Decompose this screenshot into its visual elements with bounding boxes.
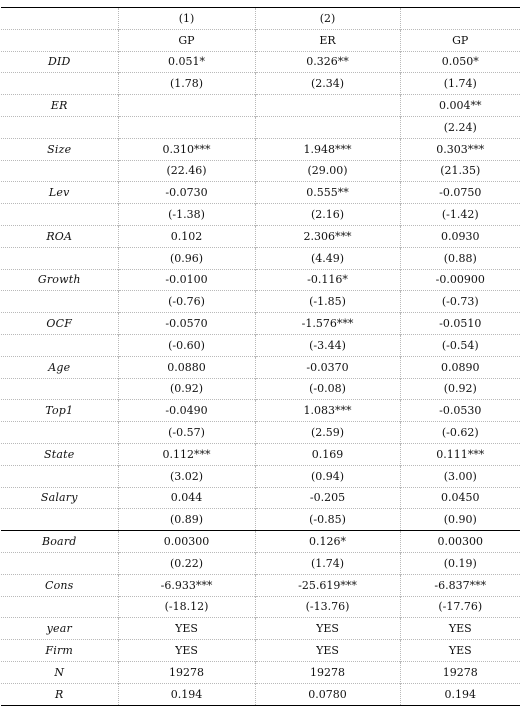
coefficient-cell: -6.837*** bbox=[400, 574, 520, 596]
empty-label-cell bbox=[1, 552, 118, 574]
empty-label-cell bbox=[1, 73, 118, 95]
table-row bbox=[1, 291, 520, 313]
t-statistic-cell: (-0.73) bbox=[400, 291, 520, 313]
coefficient-cell: 1.083*** bbox=[255, 400, 400, 422]
empty-label-cell bbox=[1, 247, 118, 269]
table-row bbox=[1, 400, 520, 422]
variable-label: Salary bbox=[1, 487, 118, 509]
t-statistic-cell: (-13.76) bbox=[255, 596, 400, 618]
variable-label: ER bbox=[1, 95, 118, 117]
footer-value: 19278 bbox=[255, 661, 400, 683]
table-row bbox=[1, 138, 520, 160]
variable-label: Board bbox=[1, 531, 118, 553]
coefficient-cell: -1.576*** bbox=[255, 313, 400, 335]
table-row bbox=[1, 487, 520, 509]
t-statistic-cell: (-18.12) bbox=[118, 596, 255, 618]
coefficient-cell: 2.306*** bbox=[255, 225, 400, 247]
column-number-header: (2) bbox=[255, 8, 400, 30]
variable-label: Lev bbox=[1, 182, 118, 204]
coefficient-cell: 0.112*** bbox=[118, 443, 255, 465]
footer-label: R bbox=[1, 683, 118, 705]
empty-label-cell bbox=[1, 378, 118, 400]
coefficient-cell: -0.0510 bbox=[400, 313, 520, 335]
table-row bbox=[1, 574, 520, 596]
coefficient-cell: 1.948*** bbox=[255, 138, 400, 160]
variable-label: Cons bbox=[1, 574, 118, 596]
coefficient-cell: 0.126* bbox=[255, 531, 400, 553]
coefficient-cell: -0.0530 bbox=[400, 400, 520, 422]
variable-label: ROA bbox=[1, 225, 118, 247]
t-statistic-cell: (2.16) bbox=[255, 204, 400, 226]
coefficient-cell: 0.303*** bbox=[400, 138, 520, 160]
t-statistic-cell: (0.94) bbox=[255, 465, 400, 487]
table-row bbox=[1, 683, 520, 705]
footer-label: year bbox=[1, 618, 118, 640]
variable-label: State bbox=[1, 443, 118, 465]
coefficient-cell: -0.0370 bbox=[255, 356, 400, 378]
footer-value: 0.194 bbox=[400, 683, 520, 705]
table-row bbox=[1, 531, 520, 553]
coefficient-cell: 0.00300 bbox=[118, 531, 255, 553]
table-row bbox=[1, 661, 520, 683]
coefficient-cell: -0.0490 bbox=[118, 400, 255, 422]
coefficient-cell: -25.619*** bbox=[255, 574, 400, 596]
dependent-variable-header: GP bbox=[400, 29, 520, 51]
table-row bbox=[1, 378, 520, 400]
table-row bbox=[1, 618, 520, 640]
t-statistic-cell: (-1.42) bbox=[400, 204, 520, 226]
coefficient-cell: 0.310*** bbox=[118, 138, 255, 160]
footer-value: YES bbox=[400, 618, 520, 640]
empty-label-cell bbox=[1, 160, 118, 182]
coefficient-cell: -0.205 bbox=[255, 487, 400, 509]
table-row bbox=[1, 247, 520, 269]
table-row bbox=[1, 225, 520, 247]
empty-label-cell bbox=[1, 116, 118, 138]
coefficient-cell: -0.00900 bbox=[400, 269, 520, 291]
t-statistic-cell: (-0.60) bbox=[118, 334, 255, 356]
table-row bbox=[1, 29, 520, 51]
table-row bbox=[1, 465, 520, 487]
t-statistic-cell: (-0.85) bbox=[255, 509, 400, 531]
coefficient-cell: -0.0750 bbox=[400, 182, 520, 204]
table-row bbox=[1, 356, 520, 378]
footer-value: 0.0780 bbox=[255, 683, 400, 705]
variable-label: DID bbox=[1, 51, 118, 73]
table-row bbox=[1, 182, 520, 204]
empty-label-cell bbox=[1, 204, 118, 226]
variable-label: Age bbox=[1, 356, 118, 378]
column-number-header bbox=[1, 8, 118, 30]
t-statistic-cell: (-0.08) bbox=[255, 378, 400, 400]
coefficient-cell: 0.169 bbox=[255, 443, 400, 465]
t-statistic-cell: (0.89) bbox=[118, 509, 255, 531]
footer-value: YES bbox=[118, 618, 255, 640]
footer-value: 19278 bbox=[400, 661, 520, 683]
t-statistic-cell: (-17.76) bbox=[400, 596, 520, 618]
t-statistic-cell: (-0.76) bbox=[118, 291, 255, 313]
coefficient-cell bbox=[118, 95, 255, 117]
column-number-header: (1) bbox=[118, 8, 255, 30]
table-row bbox=[1, 596, 520, 618]
t-statistic-cell: (1.74) bbox=[255, 552, 400, 574]
t-statistic-cell bbox=[255, 116, 400, 138]
t-statistic-cell: (0.90) bbox=[400, 509, 520, 531]
t-statistic-cell: (0.96) bbox=[118, 247, 255, 269]
t-statistic-cell bbox=[118, 116, 255, 138]
column-number-header bbox=[400, 8, 520, 30]
t-statistic-cell: (0.22) bbox=[118, 552, 255, 574]
t-statistic-cell: (-0.57) bbox=[118, 422, 255, 444]
t-statistic-cell: (22.46) bbox=[118, 160, 255, 182]
coefficient-cell: 0.044 bbox=[118, 487, 255, 509]
footer-value: YES bbox=[400, 640, 520, 662]
t-statistic-cell: (1.78) bbox=[118, 73, 255, 95]
table-row bbox=[1, 116, 520, 138]
variable-label: Growth bbox=[1, 269, 118, 291]
coefficient-cell bbox=[255, 95, 400, 117]
footer-value: 0.194 bbox=[118, 683, 255, 705]
coefficient-cell: 0.051* bbox=[118, 51, 255, 73]
t-statistic-cell: (3.00) bbox=[400, 465, 520, 487]
footer-value: YES bbox=[255, 640, 400, 662]
table-row bbox=[1, 51, 520, 73]
table-row bbox=[1, 73, 520, 95]
t-statistic-cell: (-0.54) bbox=[400, 334, 520, 356]
t-statistic-cell: (-3.44) bbox=[255, 334, 400, 356]
t-statistic-cell: (0.88) bbox=[400, 247, 520, 269]
table-row bbox=[1, 552, 520, 574]
coefficient-cell: 0.102 bbox=[118, 225, 255, 247]
table-row bbox=[1, 640, 520, 662]
coefficient-cell: -0.0570 bbox=[118, 313, 255, 335]
coefficient-cell: 0.0880 bbox=[118, 356, 255, 378]
t-statistic-cell: (-0.62) bbox=[400, 422, 520, 444]
variable-label: Top1 bbox=[1, 400, 118, 422]
coefficient-cell: 0.00300 bbox=[400, 531, 520, 553]
regression-table-body bbox=[1, 8, 520, 706]
coefficient-cell: -0.0730 bbox=[118, 182, 255, 204]
table-row bbox=[1, 160, 520, 182]
table-row bbox=[1, 334, 520, 356]
table-row bbox=[1, 509, 520, 531]
variable-label: Size bbox=[1, 138, 118, 160]
coefficient-cell: 0.050* bbox=[400, 51, 520, 73]
t-statistic-cell: (3.02) bbox=[118, 465, 255, 487]
t-statistic-cell: (4.49) bbox=[255, 247, 400, 269]
table-row bbox=[1, 204, 520, 226]
coefficient-cell: 0.004** bbox=[400, 95, 520, 117]
t-statistic-cell: (0.19) bbox=[400, 552, 520, 574]
coefficient-cell: 0.0930 bbox=[400, 225, 520, 247]
empty-label-cell bbox=[1, 291, 118, 313]
coefficient-cell: 0.326** bbox=[255, 51, 400, 73]
variable-label: OCF bbox=[1, 313, 118, 335]
t-statistic-cell: (-1.38) bbox=[118, 204, 255, 226]
t-statistic-cell: (2.34) bbox=[255, 73, 400, 95]
coefficient-cell: 0.0450 bbox=[400, 487, 520, 509]
coefficient-cell: -6.933*** bbox=[118, 574, 255, 596]
t-statistic-cell: (0.92) bbox=[118, 378, 255, 400]
empty-label-cell bbox=[1, 334, 118, 356]
t-statistic-cell: (1.74) bbox=[400, 73, 520, 95]
footer-label: N bbox=[1, 661, 118, 683]
t-statistic-cell: (-1.85) bbox=[255, 291, 400, 313]
table-row bbox=[1, 269, 520, 291]
empty-label-cell bbox=[1, 509, 118, 531]
coefficient-cell: 0.111*** bbox=[400, 443, 520, 465]
footer-label: Firm bbox=[1, 640, 118, 662]
coefficient-cell: 0.0890 bbox=[400, 356, 520, 378]
footer-value: 19278 bbox=[118, 661, 255, 683]
dependent-variable-header bbox=[1, 29, 118, 51]
regression-table bbox=[1, 7, 520, 706]
footer-value: YES bbox=[118, 640, 255, 662]
t-statistic-cell: (29.00) bbox=[255, 160, 400, 182]
empty-label-cell bbox=[1, 465, 118, 487]
coefficient-cell: -0.116* bbox=[255, 269, 400, 291]
t-statistic-cell: (0.92) bbox=[400, 378, 520, 400]
empty-label-cell bbox=[1, 422, 118, 444]
empty-label-cell bbox=[1, 596, 118, 618]
footer-value: YES bbox=[255, 618, 400, 640]
coefficient-cell: 0.555** bbox=[255, 182, 400, 204]
dependent-variable-header: GP bbox=[118, 29, 255, 51]
table-row bbox=[1, 422, 520, 444]
table-row bbox=[1, 95, 520, 117]
table-row bbox=[1, 443, 520, 465]
t-statistic-cell: (21.35) bbox=[400, 160, 520, 182]
coefficient-cell: -0.0100 bbox=[118, 269, 255, 291]
table-row bbox=[1, 313, 520, 335]
t-statistic-cell: (2.24) bbox=[400, 116, 520, 138]
table-row bbox=[1, 8, 520, 30]
dependent-variable-header: ER bbox=[255, 29, 400, 51]
t-statistic-cell: (2.59) bbox=[255, 422, 400, 444]
